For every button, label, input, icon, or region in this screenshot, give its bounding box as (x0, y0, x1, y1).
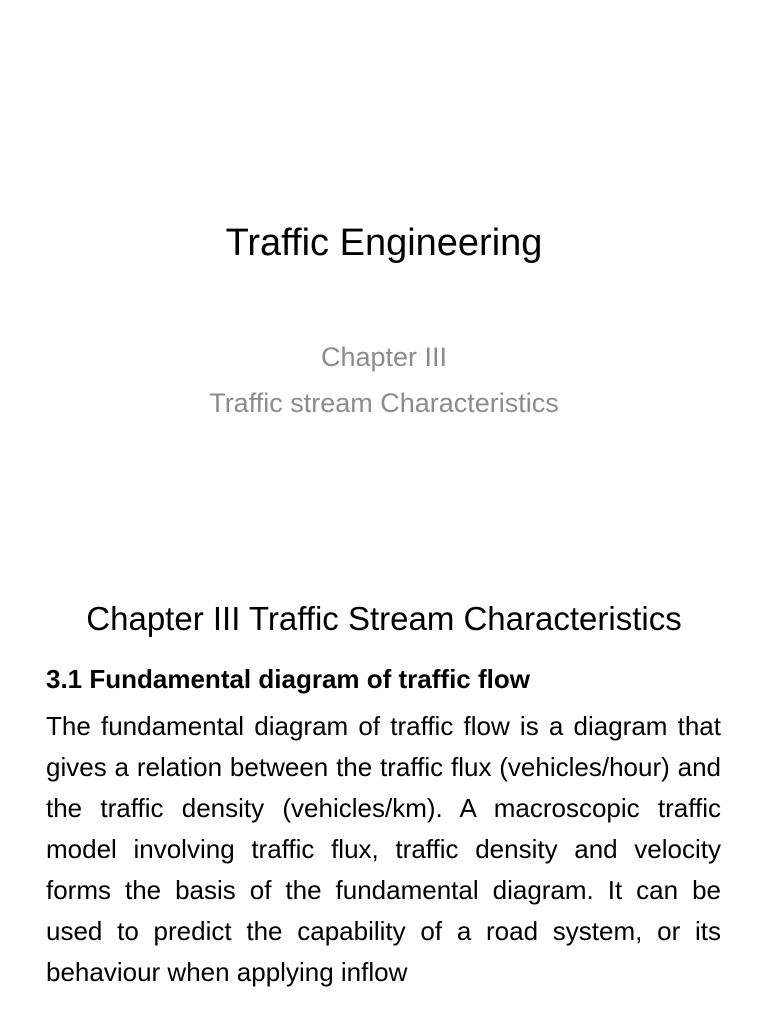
subsection-heading: 3.1 Fundamental diagram of traffic flow (46, 664, 530, 694)
subtitle-chapter: Chapter III (320, 342, 448, 372)
section-heading: Chapter III Traffic Stream Characteristics (86, 600, 682, 637)
slide-subtitle (0, 334, 768, 426)
subtitle-topic: Traffic stream Characteristics (209, 388, 559, 418)
slide-title: Traffic Engineering (225, 222, 543, 264)
body-paragraph: The fundamental diagram of traffic flow is a diagram that gives a relation between the traffic flux (vehicles/hour) and the traffic density (vehicles/km). A macroscopic traffic model involving traffic flux, traffic density and velocity forms the basis of the fundamental diagram. It can be used to predict the capability of a road system, or its behaviour when applying inflow (46, 711, 721, 987)
